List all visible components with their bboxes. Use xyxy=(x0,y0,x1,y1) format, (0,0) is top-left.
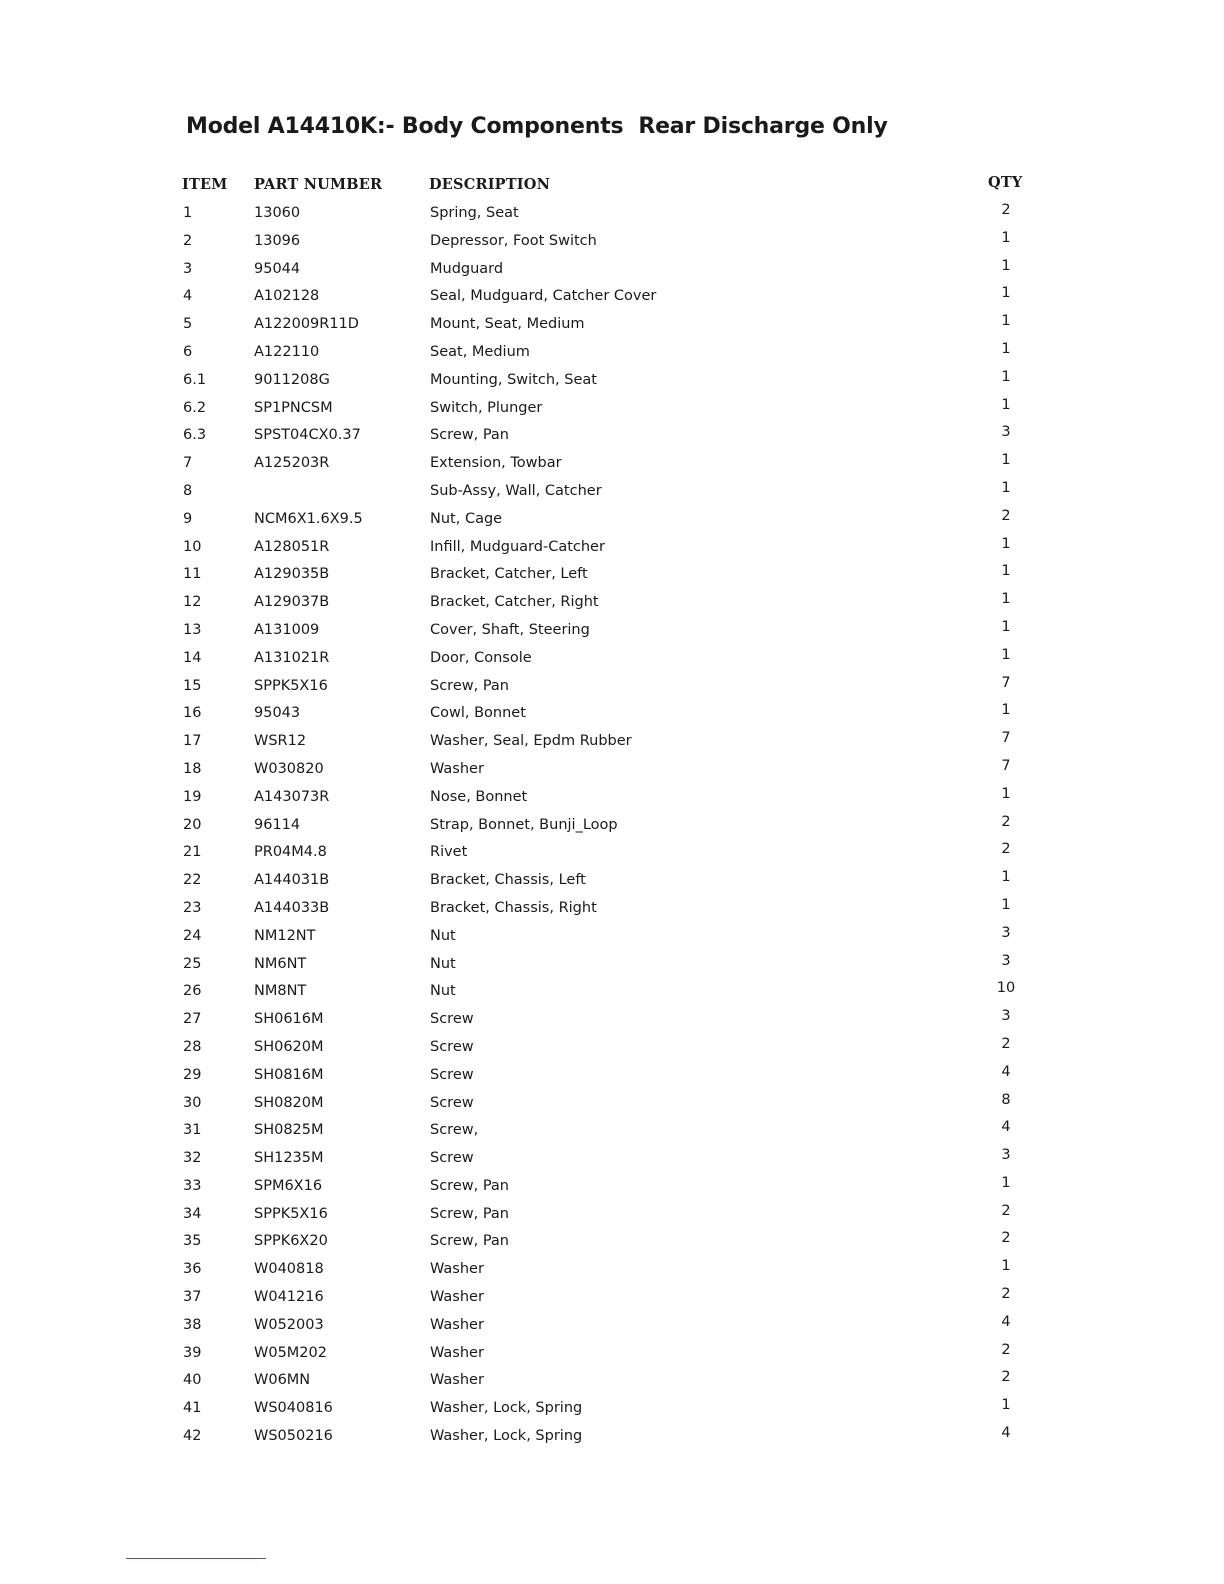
item-cell: 6.3 xyxy=(183,427,207,444)
table-row xyxy=(0,228,1224,256)
part-number-cell: SH0825M xyxy=(254,1122,324,1139)
item-cell: 21 xyxy=(183,844,202,861)
qty-cell: 2 xyxy=(1001,1202,1011,1219)
qty-cell: 1 xyxy=(1001,229,1011,246)
part-number-cell: WS050216 xyxy=(254,1428,333,1445)
item-cell: 28 xyxy=(183,1038,202,1055)
item-cell: 12 xyxy=(183,594,202,611)
qty-cell: 2 xyxy=(1001,813,1011,830)
qty-cell: 1 xyxy=(1001,702,1011,719)
item-cell: 24 xyxy=(183,927,202,944)
item-cell: 39 xyxy=(183,1344,202,1361)
table-row xyxy=(0,812,1224,840)
item-cell: 16 xyxy=(183,705,202,722)
table-row xyxy=(0,867,1224,895)
description-cell: Sub-Assy, Wall, Catcher xyxy=(430,482,602,499)
table-row xyxy=(0,339,1224,367)
part-number-cell: PR04M4.8 xyxy=(254,844,327,861)
part-number-cell: SPST04CX0.37 xyxy=(254,427,361,444)
item-cell: 13 xyxy=(183,621,202,638)
qty-cell: 1 xyxy=(1001,535,1011,552)
qty-cell: 1 xyxy=(1001,563,1011,580)
description-cell: Rivet xyxy=(430,844,468,861)
description-cell: Mounting, Switch, Seat xyxy=(430,371,597,388)
description-cell: Screw xyxy=(430,1150,474,1167)
item-cell: 38 xyxy=(183,1316,202,1333)
qty-cell: 3 xyxy=(1001,952,1011,969)
part-number-cell: A102128 xyxy=(254,288,320,305)
item-cell: 1 xyxy=(183,205,193,221)
table-row xyxy=(0,756,1224,784)
item-cell: 6 xyxy=(183,343,193,360)
table-row xyxy=(0,839,1224,867)
item-cell: 15 xyxy=(183,677,202,694)
qty-cell: 2 xyxy=(1001,1230,1011,1247)
table-row xyxy=(0,1256,1224,1284)
part-number-cell: SPPK5X16 xyxy=(254,677,328,694)
part-number-cell: SH1235M xyxy=(254,1150,324,1167)
table-row xyxy=(0,478,1224,506)
qty-cell: 2 xyxy=(1001,841,1011,858)
table-row xyxy=(0,895,1224,923)
table-row xyxy=(0,1423,1224,1451)
description-cell: Strap, Bonnet, Bunji_Loop xyxy=(430,816,618,833)
part-number-cell: NCM6X1.6X9.5 xyxy=(254,510,363,527)
qty-cell: 3 xyxy=(1001,1008,1011,1025)
item-cell: 23 xyxy=(183,899,202,916)
part-number-cell: A144033B xyxy=(254,899,330,916)
description-cell: Screw, Pan xyxy=(430,1233,509,1250)
description-cell: Screw xyxy=(430,1094,474,1111)
part-number-cell: A144031B xyxy=(254,872,330,889)
part-number-cell: W030820 xyxy=(254,760,324,777)
description-cell: Screw xyxy=(430,1011,474,1028)
part-number-cell: SH0620M xyxy=(254,1038,324,1055)
qty-cell: 1 xyxy=(1001,869,1011,886)
column-header-item: ITEM xyxy=(182,176,228,193)
description-cell: Bracket, Chassis, Left xyxy=(430,872,586,889)
item-cell: 31 xyxy=(183,1122,202,1139)
table-row xyxy=(0,923,1224,951)
description-cell: Washer xyxy=(430,760,484,777)
table-row xyxy=(0,1367,1224,1395)
qty-cell: 2 xyxy=(1001,1369,1011,1386)
description-cell: Screw, Pan xyxy=(430,427,509,444)
qty-cell: 2 xyxy=(1001,202,1011,218)
item-cell: 25 xyxy=(183,955,202,972)
item-cell: 19 xyxy=(183,788,202,805)
description-cell: Screw, Pan xyxy=(430,1205,509,1222)
part-number-cell: NM12NT xyxy=(254,927,316,944)
item-cell: 40 xyxy=(183,1372,202,1389)
part-number-cell: A122009R11D xyxy=(254,316,359,333)
table-row xyxy=(0,1090,1224,1118)
description-cell: Washer xyxy=(430,1289,484,1306)
item-cell: 5 xyxy=(183,316,193,333)
part-number-cell: 9011208G xyxy=(254,371,330,388)
qty-cell: 3 xyxy=(1001,1147,1011,1164)
item-cell: 36 xyxy=(183,1261,202,1278)
qty-cell: 1 xyxy=(1001,591,1011,608)
table-row xyxy=(0,673,1224,701)
description-cell: Screw, Pan xyxy=(430,677,509,694)
qty-cell: 2 xyxy=(1001,1341,1011,1358)
qty-cell: 7 xyxy=(1001,757,1011,774)
description-cell: Bracket, Catcher, Left xyxy=(430,566,588,583)
description-cell: Cowl, Bonnet xyxy=(430,705,526,722)
item-cell: 20 xyxy=(183,816,202,833)
table-row xyxy=(0,1228,1224,1256)
item-cell: 26 xyxy=(183,983,202,1000)
qty-cell: 1 xyxy=(1001,896,1011,913)
part-number-cell: 13060 xyxy=(254,205,301,221)
part-number-cell: SH0816M xyxy=(254,1066,324,1083)
qty-cell: 1 xyxy=(1001,618,1011,635)
table-row xyxy=(0,367,1224,395)
description-cell: Bracket, Chassis, Right xyxy=(430,899,597,916)
description-cell: Screw, xyxy=(430,1122,479,1139)
qty-cell: 2 xyxy=(1001,1035,1011,1052)
part-number-cell: NM8NT xyxy=(254,983,307,1000)
table-row xyxy=(0,1284,1224,1312)
table-row xyxy=(0,256,1224,284)
part-number-cell: A122110 xyxy=(254,343,320,360)
part-number-cell: A131009 xyxy=(254,621,320,638)
table-row xyxy=(0,589,1224,617)
table-row xyxy=(0,1312,1224,1340)
item-cell: 17 xyxy=(183,733,202,750)
table-row xyxy=(0,951,1224,979)
description-cell: Seal, Mudguard, Catcher Cover xyxy=(430,288,657,305)
part-number-cell: A143073R xyxy=(254,788,330,805)
part-number-cell: WSR12 xyxy=(254,733,307,750)
table-row xyxy=(0,700,1224,728)
column-header-part-number: PART NUMBER xyxy=(254,176,383,193)
description-cell: Cover, Shaft, Steering xyxy=(430,621,590,638)
table-row xyxy=(0,1340,1224,1368)
description-cell: Nut, Cage xyxy=(430,510,503,527)
table-row xyxy=(0,506,1224,534)
description-cell: Bracket, Catcher, Right xyxy=(430,594,599,611)
table-row xyxy=(0,645,1224,673)
item-cell: 18 xyxy=(183,760,202,777)
description-cell: Washer xyxy=(430,1344,484,1361)
part-number-cell: A129035B xyxy=(254,566,330,583)
item-cell: 35 xyxy=(183,1233,202,1250)
table-row xyxy=(0,1145,1224,1173)
qty-cell: 1 xyxy=(1001,646,1011,663)
part-number-cell: 95043 xyxy=(254,705,301,722)
description-cell: Infill, Mudguard-Catcher xyxy=(430,538,605,555)
item-cell: 7 xyxy=(183,455,193,472)
qty-cell: 4 xyxy=(1001,1313,1011,1330)
description-cell: Nut xyxy=(430,983,456,1000)
table-row xyxy=(0,1201,1224,1229)
qty-cell: 2 xyxy=(1001,507,1011,524)
description-cell: Washer xyxy=(430,1316,484,1333)
item-cell: 14 xyxy=(183,649,202,666)
qty-cell: 4 xyxy=(1001,1119,1011,1136)
table-row xyxy=(0,395,1224,423)
column-header-description: DESCRIPTION xyxy=(429,176,551,193)
item-cell: 10 xyxy=(183,538,202,555)
description-cell: Door, Console xyxy=(430,649,532,666)
description-cell: Screw xyxy=(430,1066,474,1083)
qty-cell: 2 xyxy=(1001,1286,1011,1303)
part-number-cell: WS040816 xyxy=(254,1400,333,1417)
part-number-cell: SP1PNCSM xyxy=(254,399,333,416)
item-cell: 32 xyxy=(183,1150,202,1167)
qty-cell: 8 xyxy=(1001,1091,1011,1108)
description-cell: Screw xyxy=(430,1038,474,1055)
table-row xyxy=(0,200,1224,228)
table-row xyxy=(0,728,1224,756)
description-cell: Mount, Seat, Medium xyxy=(430,316,585,333)
qty-cell: 4 xyxy=(1001,1063,1011,1080)
item-cell: 6.1 xyxy=(183,371,207,388)
item-cell: 6.2 xyxy=(183,399,207,416)
table-row xyxy=(0,311,1224,339)
part-number-cell: A125203R xyxy=(254,455,330,472)
part-number-cell: SPPK6X20 xyxy=(254,1233,328,1250)
qty-cell: 1 xyxy=(1001,785,1011,802)
qty-cell: 7 xyxy=(1001,730,1011,747)
footer-rule xyxy=(126,1558,266,1559)
parts-table xyxy=(0,200,1224,1451)
item-cell: 30 xyxy=(183,1094,202,1111)
part-number-cell: A131021R xyxy=(254,649,330,666)
qty-cell: 1 xyxy=(1001,1174,1011,1191)
table-row xyxy=(0,534,1224,562)
item-cell: 9 xyxy=(183,510,193,527)
item-cell: 8 xyxy=(183,482,193,499)
description-cell: Nut xyxy=(430,927,456,944)
part-number-cell: W052003 xyxy=(254,1316,324,1333)
part-number-cell: SH0616M xyxy=(254,1011,324,1028)
table-row xyxy=(0,1395,1224,1423)
part-number-cell: W05M202 xyxy=(254,1344,327,1361)
qty-cell: 1 xyxy=(1001,452,1011,469)
description-cell: Mudguard xyxy=(430,260,504,277)
item-cell: 4 xyxy=(183,288,193,305)
qty-cell: 1 xyxy=(1001,313,1011,330)
table-row xyxy=(0,1173,1224,1201)
part-number-cell: 13096 xyxy=(254,232,301,249)
description-cell: Washer, Lock, Spring xyxy=(430,1428,583,1445)
part-number-cell: 95044 xyxy=(254,260,301,277)
qty-cell: 1 xyxy=(1001,368,1011,385)
description-cell: Depressor, Foot Switch xyxy=(430,232,597,249)
item-cell: 33 xyxy=(183,1177,202,1194)
description-cell: Washer, Lock, Spring xyxy=(430,1400,583,1417)
part-number-cell: W06MN xyxy=(254,1372,311,1389)
part-number-cell: SPPK5X16 xyxy=(254,1205,328,1222)
table-row xyxy=(0,283,1224,311)
qty-cell: 1 xyxy=(1001,1258,1011,1275)
qty-cell: 4 xyxy=(1001,1425,1011,1442)
page-title: Model A14410K:- Body Components Rear Discharge Only xyxy=(186,114,888,139)
description-cell: Seat, Medium xyxy=(430,343,530,360)
item-cell: 34 xyxy=(183,1205,202,1222)
item-cell: 37 xyxy=(183,1289,202,1306)
description-cell: Screw, Pan xyxy=(430,1177,509,1194)
qty-cell: 10 xyxy=(996,980,1016,997)
item-cell: 2 xyxy=(183,232,193,249)
part-number-cell: A129037B xyxy=(254,594,330,611)
item-cell: 41 xyxy=(183,1400,202,1417)
table-row xyxy=(0,1006,1224,1034)
description-cell: Spring, Seat xyxy=(430,205,519,221)
qty-cell: 3 xyxy=(1001,424,1011,441)
table-row xyxy=(0,422,1224,450)
qty-cell: 1 xyxy=(1001,396,1011,413)
description-cell: Switch, Plunger xyxy=(430,399,543,416)
part-number-cell: W040818 xyxy=(254,1261,324,1278)
column-header-qty: QTY xyxy=(988,174,1023,191)
table-row xyxy=(0,978,1224,1006)
table-row xyxy=(0,1062,1224,1090)
table-row xyxy=(0,1117,1224,1145)
item-cell: 22 xyxy=(183,872,202,889)
table-row xyxy=(0,784,1224,812)
qty-cell: 7 xyxy=(1001,674,1011,691)
item-cell: 11 xyxy=(183,566,202,583)
qty-cell: 1 xyxy=(1001,479,1011,496)
part-number-cell: A128051R xyxy=(254,538,330,555)
description-cell: Extension, Towbar xyxy=(430,455,562,472)
description-cell: Washer xyxy=(430,1261,484,1278)
table-row xyxy=(0,450,1224,478)
item-cell: 29 xyxy=(183,1066,202,1083)
part-number-cell: NM6NT xyxy=(254,955,307,972)
item-cell: 42 xyxy=(183,1428,202,1445)
item-cell: 3 xyxy=(183,260,193,277)
part-number-cell: SPM6X16 xyxy=(254,1177,323,1194)
qty-cell: 1 xyxy=(1001,340,1011,357)
table-row xyxy=(0,561,1224,589)
item-cell: 27 xyxy=(183,1011,202,1028)
qty-cell: 3 xyxy=(1001,924,1011,941)
description-cell: Washer, Seal, Epdm Rubber xyxy=(430,733,632,750)
qty-cell: 1 xyxy=(1001,257,1011,274)
qty-cell: 1 xyxy=(1001,1397,1011,1414)
part-number-cell: W041216 xyxy=(254,1289,324,1306)
table-row xyxy=(0,1034,1224,1062)
part-number-cell: SH0820M xyxy=(254,1094,324,1111)
part-number-cell: 96114 xyxy=(254,816,301,833)
table-row xyxy=(0,617,1224,645)
qty-cell: 1 xyxy=(1001,285,1011,302)
description-cell: Washer xyxy=(430,1372,484,1389)
description-cell: Nut xyxy=(430,955,456,972)
description-cell: Nose, Bonnet xyxy=(430,788,528,805)
